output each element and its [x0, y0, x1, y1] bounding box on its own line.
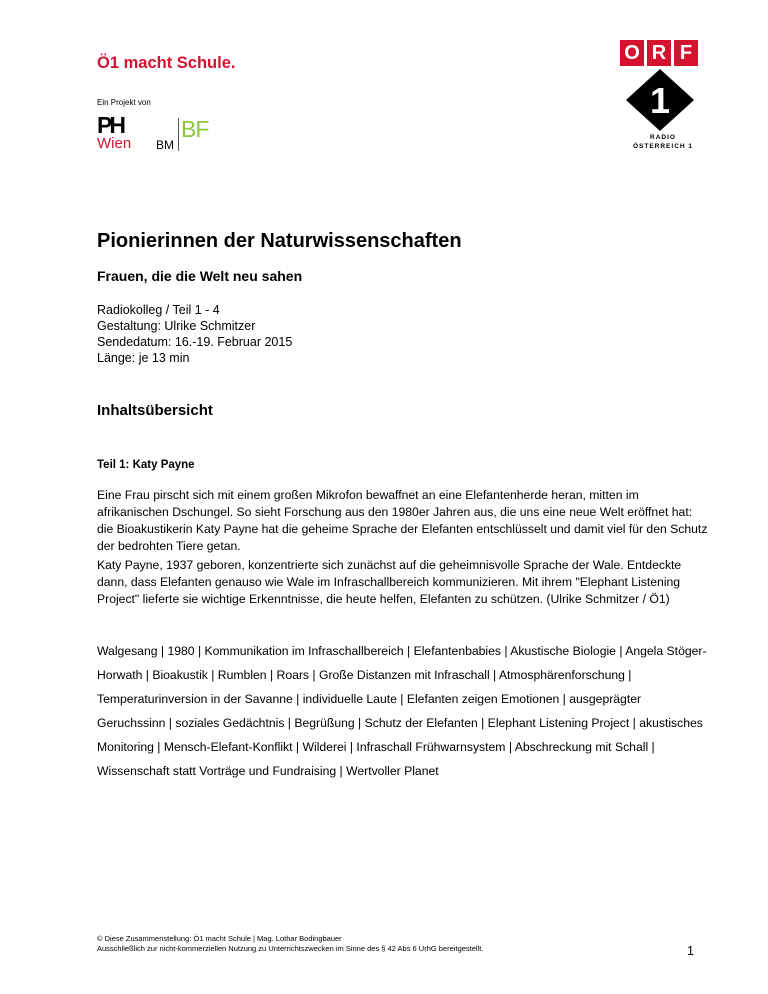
- project-label: Ein Projekt von: [97, 98, 151, 107]
- meta-author: Gestaltung: Ulrike Schmitzer: [97, 319, 256, 333]
- ph-logo-city: Wien: [97, 135, 132, 152]
- keyword-list: Walgesang | 1980 | Kommunikation im Infraschallbereich | Elefantenbabies | Akustische Biologie | Angela Stöger-Horwath | Bioakustik | Rumblen | Roars | Große Distanzen mit Infraschall | Atmosphärenforschung | Temperaturinversion in der Savanne | individuelle Laute | Elefanten zeigen Emotionen | ausgeprägter Geruchssinn | soziales Gedächtnis | Begrüßung | Schutz der Elefanten | Elephant Listening Project | akustisches Monitoring | Mensch-Elefant-Konflikt | Wilderei | Infraschall Frühwarnsystem | Abschreckung mit Schall | Wissenschaft statt Vorträge und Fundraising | Wertvoller Planet: [97, 644, 707, 778]
- oe1-channel-number: 1: [649, 80, 671, 121]
- part-heading: Teil 1: Katy Payne: [97, 459, 195, 471]
- oe1-diamond-icon: [626, 69, 694, 131]
- page-number: 1: [687, 944, 694, 958]
- radio-oe1-label: [626, 133, 700, 151]
- footer-copyright: © Diese Zusammenstellung: Ö1 macht Schule | Mag. Lothar Bodingbauer: [97, 934, 342, 943]
- orf-letters: [620, 40, 700, 66]
- section-heading: Inhaltsübersicht: [97, 402, 213, 419]
- orf-letter-r: R: [647, 40, 671, 66]
- bmbf-logo-left: BM: [156, 138, 174, 152]
- orf-letter-f: F: [674, 40, 698, 66]
- radio-label-line2: ÖSTERREICH 1: [632, 143, 694, 150]
- footer-notice: [97, 934, 483, 954]
- ph-wien-logo: [97, 114, 139, 152]
- orf-radio-logo: [620, 40, 700, 155]
- meta-series: Radiokolleg / Teil 1 - 4: [97, 303, 220, 317]
- brand-title: Ö1 macht Schule.: [97, 54, 236, 72]
- document-subtitle: Frauen, die die Welt neu sahen: [97, 268, 303, 284]
- document-title: Pionierinnen der Naturwissenschaften: [97, 230, 462, 252]
- biography-paragraph: Katy Payne, 1937 geboren, konzentrierte sich zunächst auf die geheimnisvolle Sprache der Wale. Entdeckte dann, dass Elefanten genauso wie Wale im Infraschallbereich kommunizieren. Mit ihrem "Elephant Listening Project" lieferte sie wichtige Erkenntnisse, die heute helfen, Elefanten zu schützen. (Ulrike Schmitzer / Ö1): [97, 558, 682, 606]
- radio-label-line1: RADIO: [650, 134, 676, 141]
- orf-letter-o: O: [620, 40, 644, 66]
- broadcast-metadata: [97, 302, 292, 366]
- ph-logo-letters: PH: [97, 112, 123, 138]
- bmbf-logo-divider: [178, 118, 179, 151]
- bmbf-logo-right: BF: [181, 116, 209, 142]
- footer-usage-notice: Ausschließlich zur nicht-kommerziellen Nutzung zu Unterrichtszwecken im Sinne des § 42 Abs 6 UrhG bereitgestellt.: [97, 944, 484, 953]
- meta-airdate: Sendedatum: 16.-19. Februar 2015: [97, 335, 293, 349]
- meta-length: Länge: je 13 min: [97, 351, 190, 365]
- bmbf-logo: [156, 118, 218, 156]
- intro-paragraph: Eine Frau pirscht sich mit einem großen Mikrofon bewaffnet an eine Elefantenherde heran, mitten im afrikanischen Dschungel. So sieht Forschung aus den 1980er Jahren aus, die uns eine neue Welt eröffnet hat: die Bioakustikerin Katy Payne hat die geheime Sprache der Elefanten entschlüsselt und damit viel für den Schutz der bedrohten Tiere getan.: [97, 488, 708, 553]
